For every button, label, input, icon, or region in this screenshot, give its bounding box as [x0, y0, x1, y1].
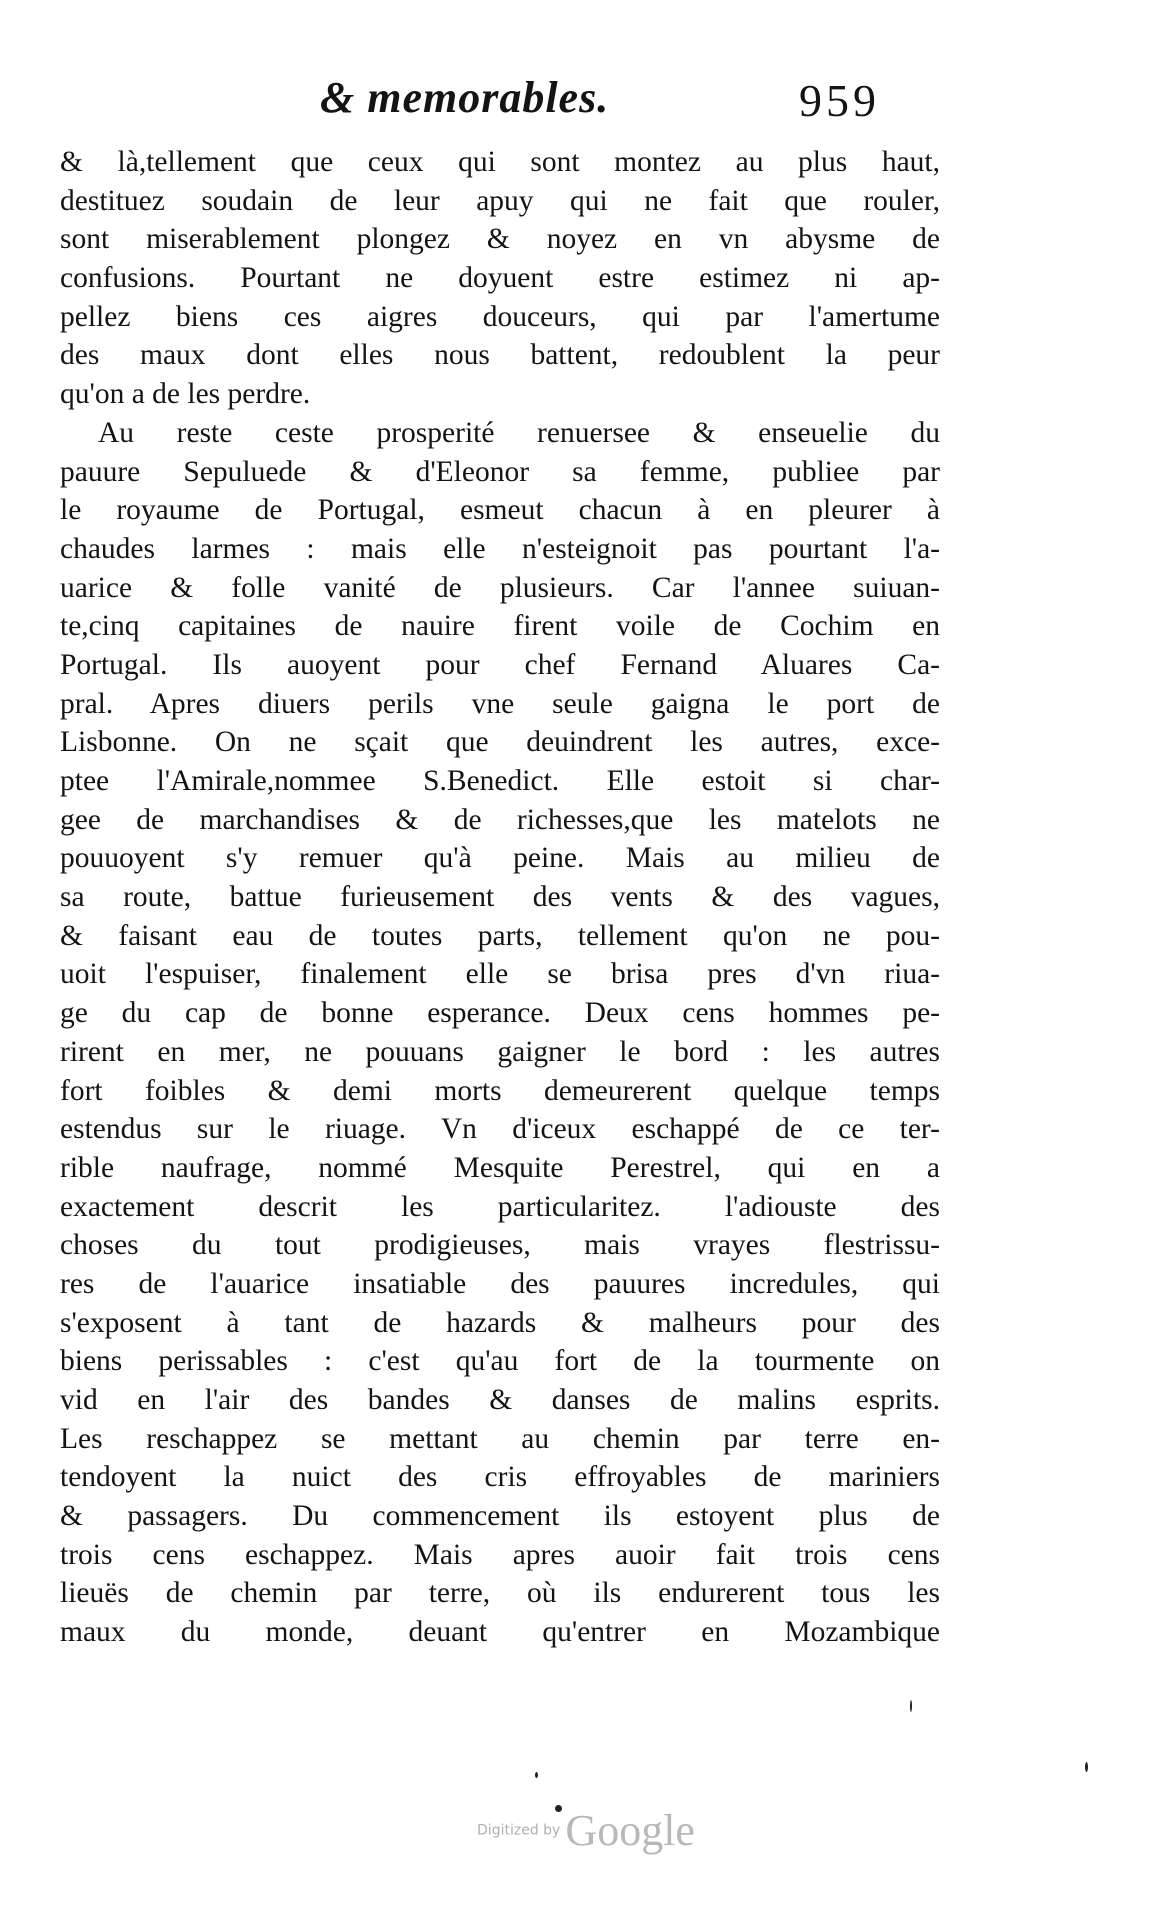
text-line: uarice & folle vanité de plusieurs. Car l'annee suiuan- — [60, 571, 940, 604]
text-line: confusions. Pourtant ne doyuent estre estimez ni ap- — [60, 262, 940, 295]
text-line: pral. Apres diuers perils vne seule gaigna le port de — [60, 687, 940, 720]
text-line: pouuoyent s'y remuer qu'à peine. Mais au milieu de — [60, 842, 940, 875]
text-line: & passagers. Du commencement ils estoyent plus de — [60, 1500, 940, 1533]
text-line: ptee l'Amirale,nommee S.Benedict. Elle estoit si char- — [60, 765, 940, 797]
digitized-label: Digitized by — [477, 1822, 561, 1839]
text-line: res de l'auarice insatiable des pauures incredules, qui — [60, 1267, 940, 1300]
text-line: uoit l'espuiser, finalement elle se brisa pres d'vn riua- — [60, 958, 940, 991]
text-line: Lisbonne. On ne sçait que deuindrent les autres, exce- — [60, 726, 940, 759]
body-text — [60, 143, 940, 1652]
text-line: & là,tellement que ceux qui sont montez au plus haut, — [60, 146, 940, 178]
text-line: estendus sur le riuage. Vn d'iceux eschappé de ce ter- — [60, 1113, 940, 1146]
text-line: maux du monde, deuant qu'entrer en Mozambique — [60, 1616, 940, 1649]
text-line: biens perissables : c'est qu'au fort de la tourmente on — [60, 1345, 940, 1378]
text-line: pauure Sepuluede & d'Eleonor sa femme, publiee par — [60, 455, 940, 488]
text-line: qu'on a de les perdre. — [60, 378, 311, 411]
text-line: ge du cap de bonne esperance. Deux cens hommes pe- — [60, 997, 940, 1030]
ink-speck — [535, 1772, 538, 1778]
ink-speck — [1085, 1762, 1088, 1772]
text-line: Portugal. Ils auoyent pour chef Fernand Aluares Ca- — [60, 648, 940, 681]
text-line: tendoyent la nuict des cris effroyables de mariniers — [60, 1461, 940, 1494]
text-line: vid en l'air des bandes & danses de malins esprits. — [60, 1384, 940, 1416]
text-line: le royaume de Portugal, esmeut chacun à en pleurer à — [60, 494, 940, 527]
ink-speck — [910, 1700, 912, 1712]
text-line: & faisant eau de toutes parts, tellement qu'on ne pou- — [60, 919, 940, 952]
text-line: choses du tout prodigieuses, mais vrayes flestrissu- — [60, 1229, 940, 1262]
text-line: pellez biens ces aigres douceurs, qui par l'amertume — [60, 300, 940, 333]
text-line: des maux dont elles nous battent, redoublent la peur — [60, 339, 940, 372]
text-line: lieuës de chemin par terre, où ils endurerent tous les — [60, 1577, 940, 1610]
google-logo: Google — [565, 1806, 695, 1855]
text-line: trois cens eschappez. Mais apres auoir fait trois cens — [60, 1538, 940, 1571]
running-title: & memorables. — [320, 73, 610, 122]
page-number: 959 — [799, 75, 880, 126]
text-line: sa route, battue furieusement des vents & des vagues, — [60, 881, 940, 914]
text-line: destituez soudain de leur apuy qui ne fait que rouler, — [60, 184, 940, 217]
running-head — [300, 72, 880, 132]
text-line: fort foibles & demi morts demeurerent quelque temps — [60, 1074, 940, 1107]
text-line: s'exposent à tant de hazards & malheurs pour des — [60, 1306, 940, 1339]
text-line: Au reste ceste prosperité renuersee & enseuelie du — [98, 416, 940, 449]
text-line: rirent en mer, ne pouuans gaigner le bord : les autres — [60, 1035, 940, 1068]
text-line: sont miserablement plongez & noyez en vn abysme de — [60, 223, 940, 256]
text-line: gee de marchandises & de richesses,que les matelots ne — [60, 803, 940, 836]
text-line: te,cinq capitaines de nauire firent voile de Cochim en — [60, 610, 940, 643]
text-line: chaudes larmes : mais elle n'esteignoit pas pourtant l'a- — [60, 532, 940, 565]
text-line: exactement descrit les particularitez. l'adiouste des — [60, 1190, 940, 1223]
digitized-by-google-watermark — [0, 1805, 1172, 1856]
text-line: rible naufrage, nommé Mesquite Perestrel, qui en a — [60, 1151, 940, 1184]
text-line: Les reschappez se mettant au chemin par terre en- — [60, 1422, 940, 1455]
